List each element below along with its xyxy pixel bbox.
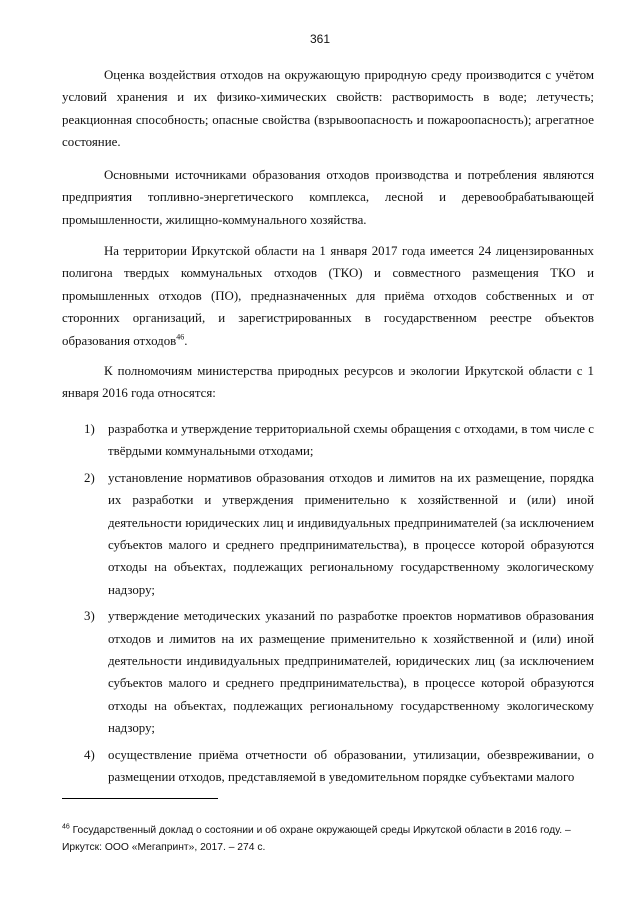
list-item [62, 744, 594, 789]
paragraph-landfills [62, 240, 594, 352]
paragraph-waste-sources [62, 164, 594, 231]
paragraph-waste-impact [62, 64, 594, 154]
list-item [62, 418, 594, 463]
list-item [62, 467, 594, 601]
footnote-reference[interactable]: 46 [176, 332, 185, 342]
paragraph-end: . [184, 333, 188, 348]
powers-list [62, 418, 594, 789]
list-item-number: 1) [84, 422, 95, 436]
list-item-text: утверждение методических указаний по разработке проектов нормативов образования отходов и лимитов на их размещение применительно к хозяйственной и (или) иной деятельности индивидуальных предпринимателей, юридических лиц (за исключением субъектов малого и среднего предпринимательства), в процессе которой образуются отходы на объектах, подлежащих региональному государственному экологическому надзору; [108, 609, 594, 736]
footnote-separator [62, 798, 218, 799]
list-item-number: 2) [84, 470, 95, 485]
page-number: 361 [309, 32, 331, 46]
paragraph-text: Основными источниками образования отходов производства и потребления являются предприятия топливно-энергетического комплекса, лесной и деревообрабатывающей промышленности, жилищно-коммунального хозяйства. [62, 168, 594, 227]
list-item-number: 4) [84, 747, 95, 762]
footnote-text: Государственный доклад о состоянии и об охране окружающей среды Иркутской области в 2016 году. – Иркутск: ООО «Мегапринт», 2017. – 274 с. [62, 825, 571, 853]
list-item-text: осуществление приёма отчетности об образовании, утилизации, обезвреживании, о размещении отходов, представляемой в уведомительном порядке субъектами малого [108, 747, 594, 785]
list-item-number: 3) [84, 609, 95, 624]
paragraph-ministry-powers [62, 360, 594, 405]
footnote-number: 46 [62, 823, 70, 831]
paragraph-text: К полномочиям министерства природных ресурсов и экологии Иркутской области с 1 января 2016 года относятся: [62, 364, 594, 401]
footnote [62, 822, 602, 856]
list-item-text: разработка и утверждение территориальной схемы обращения с отходами, в том числе с твёрдыми коммунальными отходами; [108, 422, 594, 459]
paragraph-text: На территории Иркутской области на 1 января 2017 года имеется 24 лицензированных полигона твердых коммунальных отходов (ТКО) и совместного размещения ТКО и промышленных отходов (ПО), предназначенных для приёма отходов собственных и от сторонних организаций, и зарегистрированных в государственном реестре объектов образования отходов [62, 244, 594, 348]
list-item-text: установление нормативов образования отходов и лимитов на их размещение, порядка их разработки и утверждения применительно к хозяйственной и (или) иной деятельности юридических лиц и индивидуальных предпринимателей (за исключением субъектов малого и среднего предпринимательства), в процессе которой образуются отходы на объектах, подлежащих региональному государственному экологическому надзору; [108, 470, 594, 597]
paragraph-text: Оценка воздействия отходов на окружающую природную среду производится с учётом условий хранения и их физико-химических свойств: растворимость в воде; летучесть; реакционная способность; опасные свойства (взрывоопасность и пожароопасность); агрегатное состояние. [62, 68, 594, 150]
list-item [62, 605, 594, 739]
